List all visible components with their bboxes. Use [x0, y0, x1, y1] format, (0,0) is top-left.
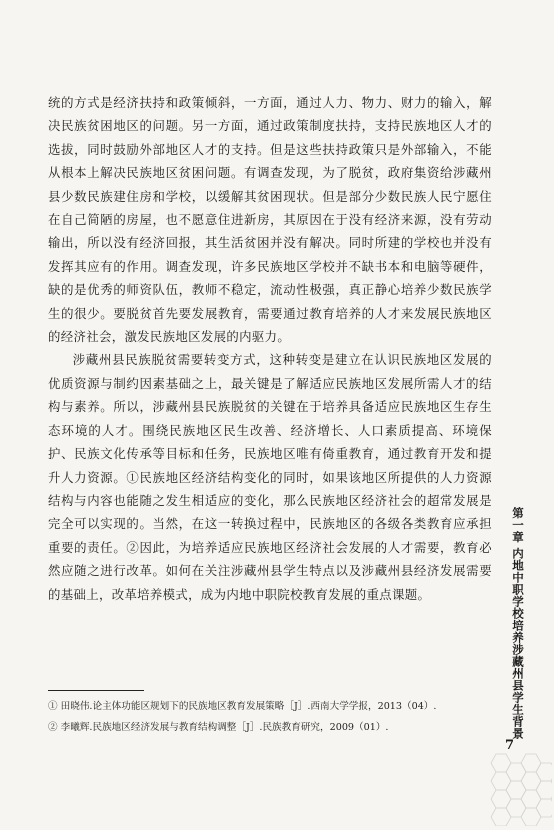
- hexagon-pattern-decoration: [484, 752, 552, 826]
- footnote-divider: [48, 690, 144, 691]
- footnote-2: ② 李曦辉.民族地区经济发展与教育结构调整［J］.民族教育研究，2009（01）.: [48, 722, 389, 733]
- paragraph-2: 涉藏州县民族脱贫需要转变方式，这种转变是建立在认识民族地区发展的优质资源与制约因素基础之上，最关键是了解适应民族地区发展所需人才的结构与素养。所以，涉藏州县民族脱贫的关键在于培养具备适应民族地区生存生态环境的人才。围绕民族地区民生改善、经济增长、人口素质提高、环境保护、民族文化传承等目标和任务，民族地区唯有倚重教育，通过教育开发和提升人力资源。①民族地区经济结构变化的同时，如果该地区所提供的人力资源结构与内容也能随之发生相适应的变化，那么民族地区经济社会的超常发展是完全可以实现的。当然，在这一转换过程中，民族地区的各级各类教育应承担重要的责任。②因此，为培养适应民族地区经济社会发展的人才需要，教育必然应随之进行改革。如何在关注涉藏州县学生特点以及涉藏州县经济发展需要的基础上，改革培养模式，成为内地中职院校教育发展的重点课题。: [48, 352, 492, 602]
- footnotes: [48, 698, 492, 740]
- paragraph-1: 统的方式是经济扶持和政策倾斜，一方面，通过人力、物力、财力的输入，解决民族贫困地区的问题。另一方面，通过政策制度扶持，支持民族地区人才的选拔，同时鼓励外部地区人才的支持。但是这些扶持政策只是外部输入，不能从根本上解决民族地区贫困问题。有调查发现，为了脱贫，政府集资给涉藏州县少数民族建住房和学校，以缓解其贫困现状。但是部分少数民族人民宁愿住在自己简陋的房屋，也不愿意住进新房，其原因在于没有经济来源，没有劳动输出，所以没有经济回报，其生活贫困并没有解决。同时所建的学校也并没有发挥其应有的作用。调查发现，许多民族地区学校并不缺书本和电脑等硬件，缺的是优秀的师资队伍，教师不稳定，流动性极强，真正静心培养少数民族学生的很少。要脱贫首先要发展教育，需要通过教育培养的人才来发展民族地区的经济社会，激发民族地区发展的内驱力。: [48, 95, 492, 345]
- chapter-side-header: 第一章 内地中职学校培养涉藏州县学生背景: [511, 507, 525, 740]
- body-text: [48, 91, 492, 606]
- footnote-1: ① 田晓伟.论主体功能区规划下的民族地区教育发展策略［J］.西南大学学报，2013（04）.: [48, 701, 437, 712]
- page-number: 7: [505, 738, 515, 753]
